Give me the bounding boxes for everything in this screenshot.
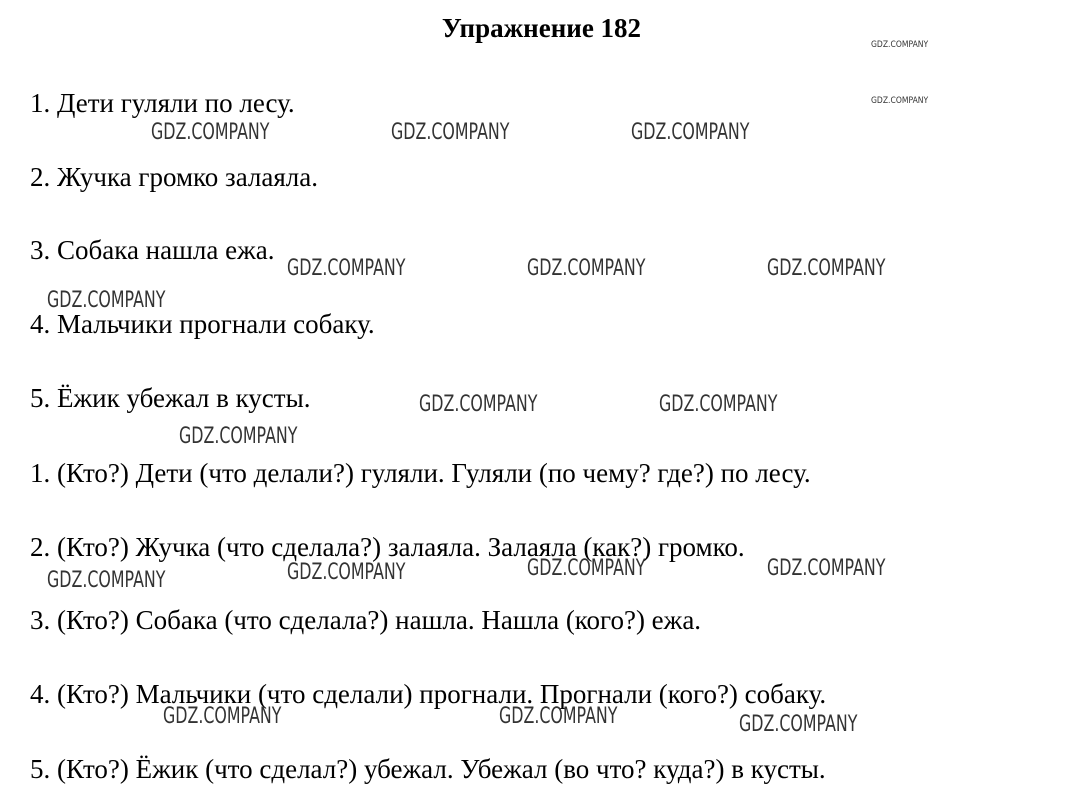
analysis-3: 3. (Кто?) Собака (что сделала?) нашла. Нашла (кого?) ежа. <box>30 605 702 635</box>
watermark: GDZ.COMPANY <box>287 560 406 585</box>
watermark: GDZ.COMPANY <box>659 392 778 417</box>
watermark: GDZ.COMPANY <box>527 556 646 581</box>
watermark: GDZ.COMPANY <box>419 392 538 417</box>
sentence-2: 2. Жучка громко залаяла. <box>30 162 319 192</box>
watermark: GDZ.COMPANY <box>767 256 886 281</box>
watermark: GDZ.COMPANY <box>739 712 858 737</box>
watermark: GDZ.COMPANY <box>631 120 750 145</box>
watermark: GDZ.COMPANY <box>47 568 166 593</box>
exercise-title: Упражнение 182 <box>441 13 642 43</box>
sentence-1: 1. Дети гуляли по лесу. <box>30 88 295 118</box>
watermark: GDZ.COMPANY <box>871 96 929 106</box>
sentence-3: 3. Собака нашла ежа. <box>30 235 275 265</box>
watermark: GDZ.COMPANY <box>47 288 166 313</box>
analysis-1: 1. (Кто?) Дети (что делали?) гуляли. Гуляли (по чему? где?) по лесу. <box>30 458 811 488</box>
watermark: GDZ.COMPANY <box>391 120 510 145</box>
watermark: GDZ.COMPANY <box>499 704 618 729</box>
watermark: GDZ.COMPANY <box>527 256 646 281</box>
watermark: GDZ.COMPANY <box>163 704 282 729</box>
watermark: GDZ.COMPANY <box>151 120 270 145</box>
watermark: GDZ.COMPANY <box>871 40 929 50</box>
watermark: GDZ.COMPANY <box>287 256 406 281</box>
watermark: GDZ.COMPANY <box>179 424 298 449</box>
analysis-2: 2. (Кто?) Жучка (что сделала?) залаяла. Залаяла (как?) громко. <box>30 532 745 562</box>
analysis-4: 4. (Кто?) Мальчики (что сделали) прогнали. Прогнали (кого?) собаку. <box>30 679 827 709</box>
watermark: GDZ.COMPANY <box>767 556 886 581</box>
analysis-5: 5. (Кто?) Ёжик (что сделал?) убежал. Убежал (во что? куда?) в кусты. <box>30 754 826 784</box>
sentence-5: 5. Ёжик убежал в кусты. <box>30 383 311 413</box>
sentence-4: 4. Мальчики прогнали собаку. <box>30 309 375 339</box>
